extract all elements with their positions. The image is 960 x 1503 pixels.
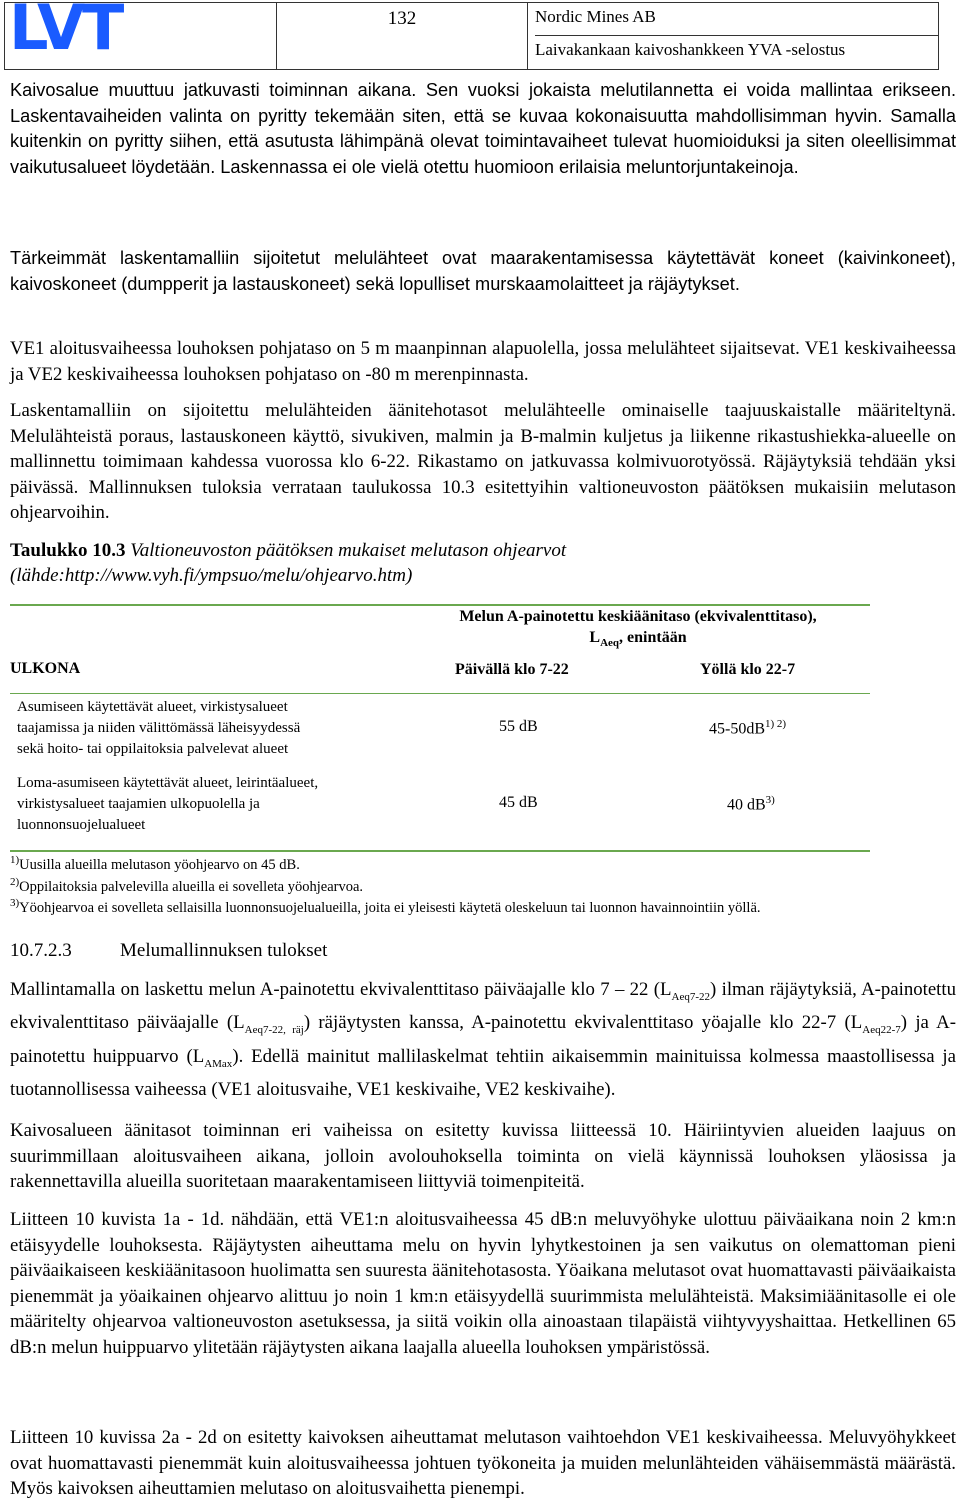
row-1-night-note: 1) 2) (765, 718, 787, 730)
body-paragraph-ve1: VE1 aloitusvaiheessa louhoksen pohjataso on 5 m maanpinnan alapuolella, jossa melulähteet sijaitsevat. VE1 keskivaiheessa ja VE2 keskivaiheessa louhoksen pohjataso on -80 m merenpinnasta. (10, 338, 956, 385)
body-paragraph-model: Laskentamalliin on sijoitettu melulähteiden äänitehotasot melulähteelle ominaiselle taajuuskaistalle määriteltynä. Melulähteistä poraus, lastauskoneen käyttö, sivukiven, malmin ja B-malmin kuljetus ja liikenne rikastushiekka-alueelle on mallinnettu toimimaan kahdessa vuorossa klo 6-22. Rikastamo on jatkuvassa kolmivuorotyössä. Räjäytyksiä tehdään yksi päivässä. Mallinnuksen tuloksia verrataan taulukossa 10.3 esitettyihin valtioneuvoston päätöksen mukaisiin melutason ohjearvoihin. (10, 400, 956, 523)
section-number: 10.7.2.3 (10, 940, 72, 961)
intro-paragraph-1: Kaivosalue muuttuu jatkuvasti toiminnan aikana. Sen vuoksi jokaista melutilannetta ei voida mallintaa erikseen. Laskentavaiheiden valinta on pyritty tekemään siten, että se kuvaa kokonaisuutta mahdollisimman hyvin. Samalla kuitenkin on pyritty siihen, että asutusta lähimpänä olevat toimintavaiheet tulevat huomioiduksi ja siten oleellisimmat vaikutusalueet löydetään. Laskennassa ei ole vielä otettu huomioon erilaisia meluntorjuntakeinoja. (10, 80, 956, 177)
results-p1-d: ) ja A-painotettu huippuarvo (L (10, 1012, 956, 1067)
table-row-1-night (709, 718, 786, 738)
footnote-3-text: Yöohjearvoa ei sovelleta sellaisilla luonnonsuojelualueilla, joita ei yleisesti käytetä oleskeluun tai luonnon havainnointiin yöllä. (19, 899, 761, 916)
results-p1-sub3: Aeq22-7 (862, 1024, 901, 1036)
table-row-2-area (17, 773, 437, 836)
group-header-line1: Melun A-painotettu keskiäänitaso (ekvivalenttitaso), (459, 608, 817, 625)
footnote-2-text: Oppilaitoksia palvelevilla alueilla ei sovelleta yöohjearvoa. (19, 878, 364, 895)
logo-text: LVT (9, 3, 122, 64)
intro-paragraph-2: Tärkeimmät laskentamalliin sijoitetut melulähteet ovat maarakentamisessa käytettävät koneet (kaivinkoneet), kaivoskoneet (dumpperit ja lastauskoneet) sekä lopulliset murskaamolaitteet ja räjäytykset. (10, 248, 956, 294)
col-header-outdoor: ULKONA (10, 660, 81, 677)
page-header (4, 2, 939, 70)
footnote-3-mark: 3) (10, 897, 20, 909)
row-2-night-value: 40 dB (727, 796, 766, 814)
results-paragraph-1 (10, 977, 956, 1102)
col-header-day: Päivällä klo 7-22 (455, 661, 569, 678)
row-2-area-line2: virkistysalueet taajamien ulkopuolella ja (17, 796, 260, 812)
table-caption-label: Taulukko 10.3 (10, 540, 126, 561)
group-header-sub: Aeq (600, 637, 620, 650)
table-row-1-area (17, 697, 437, 760)
company-name: Nordic Mines AB (535, 3, 938, 36)
section-title: Melumallinnuksen tulokset (120, 940, 328, 961)
row-2-area-line3: luonnonsuojelualueet (17, 817, 146, 833)
row-1-area-line3: sekä hoito- tai oppilaitoksia palvelevat alueet (17, 741, 289, 757)
table-group-header (432, 606, 844, 654)
footnote-1-text: Uusilla alueilla melutason yöohjearvo on 45 dB. (19, 856, 300, 873)
row-1-area-line2: taajamissa ja niiden välittömässä läheisyydessä (17, 720, 301, 736)
results-p1-c: ) räjäytysten kanssa, A-painotettu ekvivalenttitaso yöajalle klo 22-7 (L (303, 1012, 863, 1034)
table-row-1-day: 55 dB (499, 718, 538, 735)
row-1-area-line1: Asumiseen käytettävät alueet, virkistysalueet (17, 699, 288, 715)
col-header-night: Yöllä klo 22-7 (700, 661, 796, 678)
group-header-rest: , enintään (619, 629, 687, 646)
results-p1-a: Mallintamalla on laskettu melun A-painotettu ekvivalenttitaso päiväajalle klo 7 – 22 (L (10, 979, 672, 1000)
document-title: Laivakankaan kaivoshankkeen YVA -selostus (535, 40, 846, 59)
results-p1-sub1: Aeq7-22 (671, 990, 711, 1003)
row-2-area-line1: Loma-asumiseen käytettävät alueet, leirintäalueet, (17, 775, 319, 791)
results-p1-sub2: Aeq7-22, räj (244, 1024, 304, 1036)
table-caption (10, 538, 710, 588)
lvt-logo (5, 3, 277, 69)
table-row-2-night (727, 794, 775, 814)
row-1-night-value: 45-50dB (709, 720, 765, 738)
results-p1-e: ). Edellä mainitut mallilaskelmat tehtiin aikaisemmin mainituissa kolmessa maastollisessa ja tuotannollisessa vaiheessa (VE1 aloitusvaihe, VE1 keskivaihe, VE2 keskivaihe). (10, 1045, 956, 1100)
table-row-2-day: 45 dB (499, 794, 538, 811)
footnote-2-mark: 2) (10, 876, 20, 888)
results-paragraph-2: Kaivosalueen äänitasot toiminnan eri vaiheissa on esitetty kuvissa liitteessä 10. Häiriintyvien alueiden laajuus on suurimmillaan aloitusvaiheen aikana, jolloin avolouhoksella toiminta on vielä käynnissä louhoksen yläosissa ja rakennettavilla alueilla suoritetaan maarakentamiseen liittyviä toimenpiteitä. (10, 1120, 956, 1192)
table-header-rule (10, 693, 870, 694)
results-paragraph-4: Liitteen 10 kuvissa 2a - 2d on esitetty kaivoksen aiheuttamat melutason vaihtoehdon VE1 keskivaiheessa. Meluvyöhykkeet ovat huomattavasti pienemmät kuin aloitusvaiheessa johtuen työkoneita ja muiden melunlähteiden vähäisemmästä määrästä. Myös kaivoksen aiheuttamien melutaso on aloitusvaihetta pienempi. (10, 1427, 956, 1499)
group-header-L: L (589, 629, 601, 646)
section-heading (10, 940, 327, 962)
footnote-3 (10, 893, 761, 918)
results-paragraph-3: Liitteen 10 kuvista 1a - 1d. nähdään, että VE1:n aloitusvaiheessa 45 dB:n meluvyöhyke ulottuu päiväaikana noin 2 km:n etäisyydelle louhoksesta. Räjäytysten aiheuttama melu on hyvin lyhytkestoinen ja sen vaikutus on olemattoman pieni päiväaikaiseen keskiäänitasoon huolimatta sen suuresta äänitehotasosta. Yöaikana melutasot ovat huomattavasti päiväaikaista pienemmät ja yöaikainen ohjearvo alittuu jo noin 1 km:n etäisyydellä suurimmista melulähteistä. Maksimiäänitasolle ei ole määritelty ohjearvoa valtioneuvoston asetuksessa, ja siitä voikin olla ainoastaan tilapäistä viihtyvyyshaittaa. Hetkellinen 65 dB:n melun huippuarvo ylitetään räjäytysten aikana laajalla alueella louhoksen ympäristössä. (10, 1209, 956, 1358)
table-caption-text: Valtioneuvoston päätöksen mukaiset melutason ohjearvot (130, 540, 567, 561)
results-p1-b: ) ilman räjäytyksiä, A-painotettu ekvivalenttitaso päiväajalle (L (10, 979, 956, 1034)
table-caption-source: (lähde:http://www.vyh.fi/ympsuo/melu/ohjearvo.htm) (10, 565, 413, 586)
results-p1-sub4: AMax (204, 1057, 233, 1070)
header-info (528, 3, 938, 69)
page-number: 132 (277, 3, 528, 69)
footnote-1-mark: 1) (10, 854, 20, 866)
row-2-night-note: 3) (765, 794, 775, 806)
